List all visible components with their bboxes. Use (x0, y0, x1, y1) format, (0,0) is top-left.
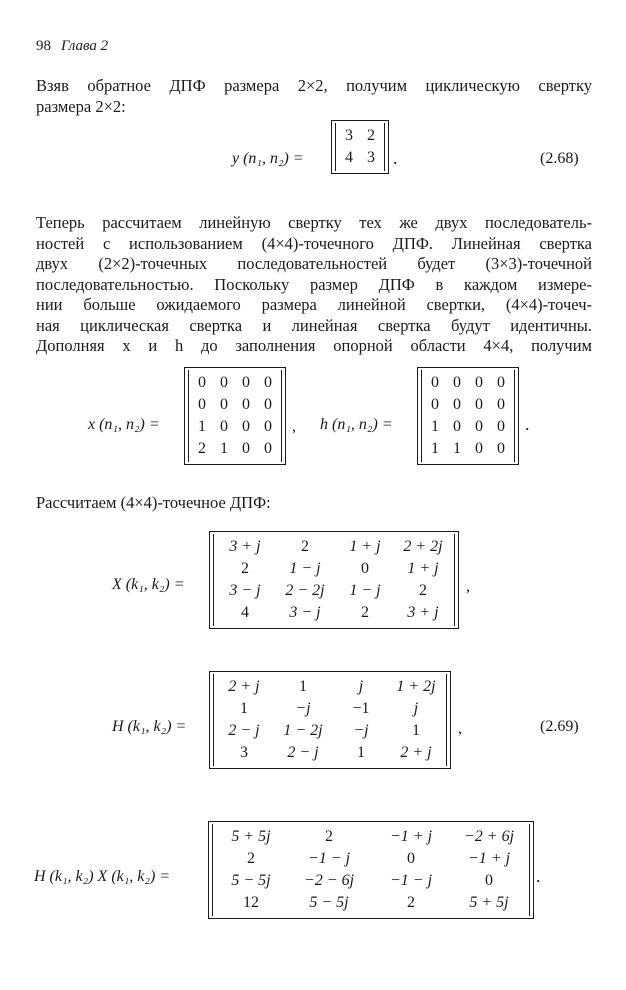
matrix-cell: 1 (431, 418, 439, 435)
matrix-cell: 0 (497, 396, 505, 413)
matrix-cell: 2 (361, 604, 369, 621)
matrix-row (215, 848, 527, 870)
matrix-cell: 0 (497, 440, 505, 457)
matrix-cell: 0 (485, 872, 493, 889)
matrix-cell: 1 − j (289, 560, 321, 577)
matrix-cell: 0 (475, 396, 483, 413)
matrix-cell: 1 + j (349, 538, 381, 555)
matrix-cell: 0 (361, 560, 369, 577)
matrix-cell: −1 + j (467, 850, 511, 867)
matrix-cell: 0 (497, 374, 505, 391)
matrix-row (215, 826, 527, 848)
punctuation: . (525, 414, 530, 434)
matrix-cell: 3 (240, 744, 248, 761)
matrix-row (424, 372, 512, 394)
matrix-cell: 0 (242, 440, 250, 457)
matrix-row (216, 602, 452, 624)
matrix-X (209, 531, 459, 629)
matrix-cell: j (413, 700, 419, 717)
matrix-row (216, 742, 444, 764)
matrix-cell: 1 (431, 440, 439, 457)
matrix-cell: 0 (453, 418, 461, 435)
matrix-row (424, 438, 512, 460)
matrix-cell: 1 + j (407, 560, 439, 577)
matrix-cell: 2 (247, 850, 255, 867)
matrix-cell: 3 (367, 149, 375, 166)
matrix-cell: 0 (198, 396, 206, 413)
matrix-cell: 0 (220, 418, 228, 435)
matrix-cell: 2 (367, 127, 375, 144)
matrix-cell: 4 (241, 604, 249, 621)
eq-x-label: x (n₁, n₂) = (88, 416, 160, 433)
punctuation: , (466, 578, 470, 595)
matrix-table (191, 372, 279, 460)
matrix-cell: −1 + j (389, 828, 433, 845)
matrix-cell: 1 (299, 678, 307, 695)
matrix-cell: 2 (325, 828, 333, 845)
matrix-cell: 1 − j (349, 582, 381, 599)
matrix-cell: −1 (352, 700, 370, 717)
matrix-cell: −1 − j (307, 850, 351, 867)
matrix-row (191, 416, 279, 438)
page-number: 98 (36, 38, 51, 54)
matrix-cell: 5 + 5j (469, 894, 509, 911)
matrix-h (417, 367, 519, 465)
matrix-row (424, 394, 512, 416)
paragraph-line: двух (2×2)-точечных последовательностей будет (3×3)-точечной (36, 254, 592, 273)
matrix-cell: 0 (264, 418, 272, 435)
matrix-cell: 3 − j (229, 582, 261, 599)
matrix-cell: 0 (220, 396, 228, 413)
matrix-cell: 0 (475, 418, 483, 435)
matrix-row (216, 558, 452, 580)
matrix-cell: −j (353, 722, 369, 739)
page-header (36, 38, 108, 55)
paragraph-line: Дополняя x и h до заполнения опорной области 4×4, получим (36, 336, 592, 355)
matrix-cell: 0 (453, 374, 461, 391)
matrix-row (216, 698, 444, 720)
paragraph-line: ная циклическая свертка и линейная свертка будут идентичны. (36, 315, 592, 335)
matrix-cell: 1 − 2j (283, 722, 323, 739)
matrix-cell: 1 + 2j (396, 678, 436, 695)
matrix-cell: 1 (220, 440, 228, 457)
matrix-x (184, 367, 286, 465)
matrix-cell: −2 + 6j (463, 828, 515, 845)
matrix-cell: 2 − j (228, 722, 260, 739)
matrix-cell: 1 (198, 418, 206, 435)
punctuation: . (393, 148, 398, 168)
matrix-row (216, 536, 452, 558)
matrix-cell: 0 (431, 374, 439, 391)
matrix-cell: 4 (345, 149, 353, 166)
matrix-cell: −j (295, 700, 311, 717)
paragraph-1 (36, 76, 592, 117)
matrix-cell: −1 − j (389, 872, 433, 889)
matrix-cell: j (358, 678, 364, 695)
matrix-cell: 2 (241, 560, 249, 577)
matrix-table (424, 372, 512, 460)
matrix-table (216, 676, 444, 764)
equation-number-2-68: (2.68) (540, 150, 579, 167)
matrix-cell: 3 + j (229, 538, 261, 555)
punctuation: , (292, 418, 296, 435)
matrix-cell: 2 (407, 894, 415, 911)
matrix-cell: 2 (301, 538, 309, 555)
paragraph-line: Рассчитаем (4×4)-точечное ДПФ: (36, 493, 271, 512)
matrix-cell: 3 (345, 127, 353, 144)
matrix-cell: 0 (264, 396, 272, 413)
matrix-row (338, 125, 382, 147)
paragraph-line: Взяв обратное ДПФ размера 2×2, получим циклическую свертку (36, 76, 592, 95)
matrix-cell: 2 − j (287, 744, 319, 761)
matrix-cell: 1 (240, 700, 248, 717)
paragraph-2 (36, 213, 592, 357)
matrix-cell: 0 (220, 374, 228, 391)
matrix-cell: 1 (412, 722, 420, 739)
matrix-cell: 0 (407, 850, 415, 867)
matrix-cell: 2 − 2j (285, 582, 325, 599)
matrix-cell: −2 − 6j (303, 872, 355, 889)
matrix-cell: 0 (264, 440, 272, 457)
matrix-table (338, 125, 382, 169)
matrix-row (191, 438, 279, 460)
paragraph-line: размера 2×2: (36, 96, 126, 116)
matrix-cell: 0 (242, 396, 250, 413)
matrix-cell: 0 (453, 396, 461, 413)
paragraph-line: Теперь рассчитаем линейную свертку тех же двух последователь- (36, 213, 592, 232)
paragraph-line: ностей с использованием (4×4)-точечного ДПФ. Линейная свертка (36, 233, 592, 253)
matrix-cell: 12 (243, 894, 259, 911)
eq-h-label: h (n₁, n₂) = (320, 416, 393, 433)
chapter-title: Глава 2 (61, 38, 109, 54)
matrix-cell: 0 (475, 374, 483, 391)
matrix-row (216, 676, 444, 698)
matrix-cell: 0 (242, 418, 250, 435)
eq-H-label: H (k₁, k₂) = (112, 718, 187, 735)
matrix-cell: 5 + 5j (231, 828, 271, 845)
matrix-cell: 1 (453, 440, 461, 457)
matrix-cell: 2 + j (228, 678, 260, 695)
matrix-cell: 2 (419, 582, 427, 599)
matrix-cell: 1 (357, 744, 365, 761)
matrix-cell: 0 (431, 396, 439, 413)
matrix-row (191, 372, 279, 394)
matrix-row (215, 892, 527, 914)
matrix-row (216, 580, 452, 602)
matrix-cell: 0 (198, 374, 206, 391)
paragraph-line: последовательностью. Поскольку размер ДПФ в каждом измере- (36, 274, 592, 294)
matrix-y (331, 120, 389, 174)
matrix-row (191, 394, 279, 416)
matrix-cell: 0 (497, 418, 505, 435)
matrix-cell: 0 (264, 374, 272, 391)
eq-HX-label: H (k₁, k₂) X (k₁, k₂) = (34, 868, 171, 885)
equation-number-2-69: (2.69) (540, 718, 579, 735)
matrix-row (215, 870, 527, 892)
matrix-cell: 2 + 2j (403, 538, 443, 555)
matrix-table (216, 536, 452, 624)
matrix-cell: 2 (198, 440, 206, 457)
matrix-table (215, 826, 527, 914)
matrix-cell: 3 + j (407, 604, 439, 621)
paragraph-line: нии больше ожидаемого размера линейной свертки, (4×4)-точеч- (36, 295, 592, 314)
punctuation: , (458, 720, 462, 737)
matrix-row (216, 720, 444, 742)
punctuation: . (536, 866, 541, 886)
eq-y-label: y (n₁, n₂) = (232, 150, 304, 167)
matrix-cell: 2 + j (400, 744, 432, 761)
matrix-cell: 5 − 5j (231, 872, 271, 889)
matrix-cell: 3 − j (289, 604, 321, 621)
matrix-cell: 5 − 5j (309, 894, 349, 911)
eq-X-label: X (k₁, k₂) = (112, 576, 185, 593)
matrix-row (338, 147, 382, 169)
matrix-row (424, 416, 512, 438)
matrix-cell: 0 (242, 374, 250, 391)
paragraph-3 (36, 493, 271, 514)
matrix-H (209, 671, 451, 769)
matrix-HX (208, 821, 534, 919)
matrix-cell: 0 (475, 440, 483, 457)
